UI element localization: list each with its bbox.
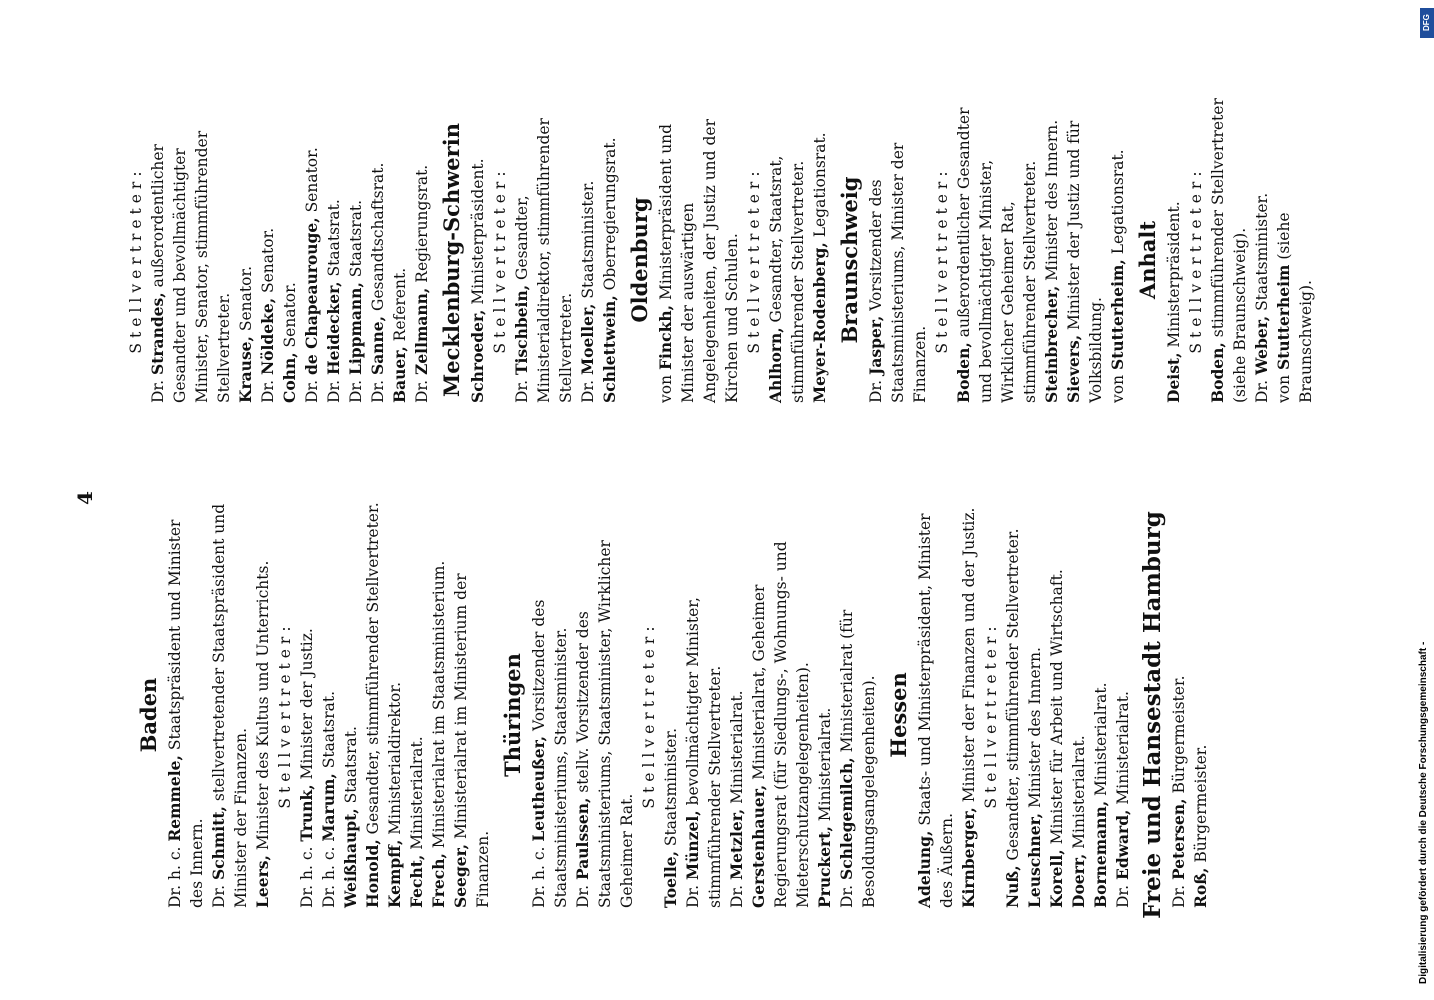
dfg-logo: DFG xyxy=(1420,8,1434,38)
person-name: Ahlhorn, xyxy=(766,327,785,403)
person-role: Staatsrat. xyxy=(325,199,343,282)
section-heading: Mecklenburg-Schwerin xyxy=(439,123,464,397)
person-name: Adelung, xyxy=(915,830,934,908)
entry-prefix: Dr. xyxy=(513,375,531,403)
person-name: Korell, xyxy=(1047,849,1066,908)
person-name: Lippmann, xyxy=(346,282,365,375)
person-entry xyxy=(599,95,621,425)
section-heading: Braunschweig xyxy=(837,176,862,344)
person-role: Legationsrat. xyxy=(811,132,829,243)
section-heading: Freie und Hansestadt Hamburg xyxy=(1139,511,1166,919)
person-role: Minister für Arbeit und Wirtschaft. xyxy=(1048,569,1066,850)
person-role: Staatsminister. xyxy=(579,180,597,304)
section-heading: Baden xyxy=(136,677,161,753)
person-name: Stutterheim xyxy=(1274,264,1293,370)
person-name: Honold, xyxy=(363,839,382,908)
person-role: Senator. xyxy=(281,282,299,353)
entry-prefix: Dr. xyxy=(867,375,885,403)
person-entry xyxy=(809,95,831,425)
person-entry xyxy=(389,95,411,425)
person-role: stellv. Vorsitzender des Staatsministeriums, Staatsminister, Wirklicher Geheimer Rat. xyxy=(574,540,636,908)
person-entry xyxy=(164,500,208,930)
person-name: Boden, xyxy=(1208,342,1227,403)
deputies-subheading: Stellvertreter: xyxy=(982,621,1000,809)
entry-prefix: Dr. xyxy=(149,375,167,403)
person-name: Tischbein, xyxy=(512,284,531,375)
person-entry xyxy=(528,500,572,930)
entry-prefix: von xyxy=(1275,370,1293,403)
person-role: Senator. xyxy=(259,227,277,298)
person-entry xyxy=(467,95,489,425)
entry-prefix: von xyxy=(657,370,675,403)
person-name: Paulssen, xyxy=(573,797,592,880)
person-entry xyxy=(577,95,599,425)
person-entry xyxy=(1112,500,1134,930)
person-name: Toelle, xyxy=(661,851,680,908)
person-name: Boden, xyxy=(954,342,973,403)
person-name: Schlettwein, xyxy=(600,295,619,403)
person-name: Zellmann, xyxy=(412,287,431,375)
person-entry xyxy=(914,500,958,930)
dfg-funding-note: Digitalisierung gefördert durch die Deutsche Forschungsgemeinschaft - xyxy=(1418,641,1429,984)
person-entry xyxy=(367,95,389,425)
person-name: Strandes, xyxy=(148,292,167,375)
person-entry xyxy=(1002,500,1024,930)
person-name: Kempff, xyxy=(385,839,404,908)
person-entry xyxy=(814,500,836,930)
person-entry xyxy=(572,500,638,930)
entry-prefix: Dr. xyxy=(303,375,321,403)
person-role: Staatsminister. xyxy=(1253,192,1271,316)
deputies-subheading: Stellvertreter: xyxy=(1187,166,1205,354)
person-role: Ministerialrat. xyxy=(728,690,746,809)
person-name: Heidecker, xyxy=(324,281,343,375)
person-name: Steinbrecher, xyxy=(1042,285,1061,403)
person-role: Senator. xyxy=(303,147,321,218)
person-entry xyxy=(296,500,318,930)
deputies-subheading: Stellvertreter: xyxy=(745,166,763,354)
person-entry xyxy=(865,95,931,425)
person-name: Seeger, xyxy=(451,843,470,908)
person-name: Weber, xyxy=(1252,315,1271,375)
entry-prefix: Dr. xyxy=(579,375,597,403)
section-heading: Hessen xyxy=(886,672,911,758)
person-role: Referent. xyxy=(391,267,409,347)
section-heading: Anhalt xyxy=(1135,220,1160,300)
person-entry xyxy=(1090,500,1112,930)
person-entry xyxy=(1046,500,1068,930)
entry-prefix: Dr. h. c. xyxy=(298,841,316,908)
person-role: Gesandter, stimmführender Stellvertreter. xyxy=(364,502,382,840)
person-role: Ministerpräsident. xyxy=(1165,201,1183,353)
person-role: (siehe Braunschweig). xyxy=(1275,212,1315,403)
entry-prefix: Dr. h. c. xyxy=(166,841,184,908)
person-entry xyxy=(235,95,257,425)
person-entry xyxy=(748,500,814,930)
person-role: Gesandter, Staatsrat, stimmführender Stellvertreter. xyxy=(767,155,807,403)
left-column xyxy=(130,500,1212,930)
person-name: Gerstenhauer, xyxy=(749,784,768,908)
person-entry xyxy=(1163,95,1185,425)
person-entry xyxy=(252,500,274,930)
entry-prefix: Dr. h. c. xyxy=(530,841,548,908)
person-name: Stutterheim, xyxy=(1108,259,1127,370)
person-role: Minister der Justiz. xyxy=(298,628,316,785)
person-role: Minister der Finanzen und der Justiz. xyxy=(960,507,978,808)
person-role: Staatsminister. xyxy=(662,727,680,851)
entry-prefix: Dr. xyxy=(1170,880,1188,908)
person-role: Minister des Kultus und Unterrichts. xyxy=(254,560,272,856)
entry-prefix: Dr. xyxy=(369,375,387,403)
person-role: Ministerialrat. xyxy=(1092,682,1110,801)
person-entry xyxy=(1024,500,1046,930)
person-name: Leuschner, xyxy=(1025,812,1044,908)
person-entry xyxy=(411,95,433,425)
person-name: de Chapeaurouge, xyxy=(302,217,321,375)
entry-prefix: Dr. xyxy=(574,880,592,908)
person-role: Bürgermeister. xyxy=(1170,675,1188,799)
person-role: außerordentlicher Gesandter und bevollmächtigter Minister, Wirklicher Geheimer Rat, stimmführender Stellvertreter. xyxy=(955,107,1039,403)
entry-prefix: Dr. xyxy=(838,880,856,908)
person-role: Ministerialrat (für Besoldungsangelegenheiten). xyxy=(838,609,878,908)
person-name: Roß, xyxy=(1191,867,1210,908)
deputies-subheading: Stellvertreter: xyxy=(640,621,658,809)
person-role: Staatsrat. xyxy=(320,690,338,774)
person-name: Jasper, xyxy=(866,315,885,375)
person-role: Staatspräsident und Minister des Innern. xyxy=(166,519,206,908)
person-name: Edward, xyxy=(1113,809,1132,880)
deputies-subheading: Stellvertreter: xyxy=(127,166,145,354)
person-entry xyxy=(1190,500,1212,930)
person-name: Finckh, xyxy=(656,304,675,370)
person-role: stimmführender Stellvertreter (siehe Braunschweig). xyxy=(1209,98,1249,403)
person-entry xyxy=(147,95,235,425)
person-entry xyxy=(958,500,980,930)
entry-prefix: Dr. xyxy=(413,375,431,403)
person-entry xyxy=(323,95,345,425)
person-role: Ministerialrat, Geheimer Regierungsrat (für Siedlungs-, Wohnungs- und Mieterschutzangelegenheiten). xyxy=(750,541,812,908)
person-entry xyxy=(655,95,743,425)
entry-prefix: Dr. h. c. xyxy=(320,841,338,908)
person-name: Kirnberger, xyxy=(959,807,978,908)
entry-prefix: Dr. xyxy=(210,880,228,908)
person-role: Gesandtschaftsrat. xyxy=(369,162,387,316)
person-name: Nöldeke, xyxy=(258,297,277,375)
person-role: Vorsitzender des Staatsministeriums, Staatsminister. xyxy=(530,599,570,908)
entry-prefix: Dr. xyxy=(684,880,702,908)
person-entry xyxy=(1168,500,1190,930)
person-role: Gesandter, Ministerialdirektor, stimmführender Stellvertreter. xyxy=(513,118,575,403)
person-entry xyxy=(318,500,340,930)
person-entry xyxy=(1041,95,1063,425)
person-entry xyxy=(836,500,880,930)
person-role: Ministerialrat im Ministerium der Finanzen. xyxy=(452,573,492,908)
person-role: Ministerialrat im Staatsministerium. xyxy=(430,560,448,854)
deputies-subheading: Stellvertreter: xyxy=(933,166,951,354)
person-role: Gesandter, stimmführender Stellvertreter. xyxy=(1004,528,1022,866)
person-name: Fecht, xyxy=(407,854,426,908)
person-entry xyxy=(1063,95,1107,425)
person-role: Staats- und Ministerpräsident, Minister des Äußern. xyxy=(916,513,956,908)
person-name: Remmele, xyxy=(165,755,184,842)
person-name: Pruckert, xyxy=(815,826,834,908)
person-role: Regierungsrat. xyxy=(413,164,431,288)
deputies-subheading: Stellvertreter: xyxy=(276,621,294,809)
entry-prefix: Dr. xyxy=(259,375,277,403)
person-name: Weißhaupt, xyxy=(341,808,360,908)
entry-prefix: Dr. xyxy=(325,375,343,403)
person-entry xyxy=(362,500,384,930)
person-role: Staatsrat. xyxy=(347,199,365,283)
person-name: Doerr, xyxy=(1069,853,1088,908)
entry-prefix: von xyxy=(1109,370,1127,403)
person-name: Krause, xyxy=(236,336,255,403)
person-entry xyxy=(1068,500,1090,930)
person-entry xyxy=(511,95,577,425)
person-entry xyxy=(428,500,450,930)
person-role: Minister der Justiz und für Volksbildung. xyxy=(1065,120,1105,403)
person-role: Senator. xyxy=(237,265,255,337)
person-name: Bornemann, xyxy=(1091,800,1110,908)
entry-prefix: Dr. xyxy=(347,375,365,403)
person-name: Frech, xyxy=(429,853,448,908)
person-role: Ministerialrat. xyxy=(1070,735,1088,854)
entry-prefix: Dr. xyxy=(1114,880,1132,908)
person-role: Ministerpräsident und Minister der auswärtigen Angelegenheiten, der Justiz und der Kirchen und Schulen. xyxy=(657,118,741,403)
person-entry xyxy=(953,95,1041,425)
person-entry xyxy=(1273,95,1317,425)
person-name: Moeller, xyxy=(578,303,597,375)
person-entry xyxy=(384,500,406,930)
person-entry xyxy=(345,95,367,425)
person-name: Marum, xyxy=(319,773,338,842)
person-name: Leers, xyxy=(253,855,272,908)
person-role: Ministerialrat. xyxy=(1114,691,1132,810)
person-entry xyxy=(406,500,428,930)
person-role: Oberregierungsrat. xyxy=(601,137,619,296)
page-number: 4 xyxy=(72,491,97,505)
person-name: Sanne, xyxy=(368,315,387,375)
person-entry xyxy=(660,500,682,930)
person-entry xyxy=(1107,95,1129,425)
person-name: Meyer-Rodenberg, xyxy=(810,242,829,403)
person-entry xyxy=(208,500,252,930)
deputies-subheading: Stellvertreter: xyxy=(491,166,509,354)
person-entry xyxy=(257,95,279,425)
person-entry xyxy=(765,95,809,425)
person-entry xyxy=(726,500,748,930)
person-name: Nuß, xyxy=(1003,865,1022,908)
person-name: Schroeder, xyxy=(468,309,487,403)
section-heading: Oldenburg xyxy=(627,197,652,323)
person-name: Metzler, xyxy=(727,808,746,880)
person-role: Minister des Innern. xyxy=(1026,647,1044,813)
person-role: Staatsrat. xyxy=(342,726,360,809)
person-name: Petersen, xyxy=(1169,798,1188,880)
person-entry xyxy=(1251,95,1273,425)
person-name: Sievers, xyxy=(1064,334,1083,403)
person-role: Bürgermeister. xyxy=(1192,744,1210,868)
person-entry xyxy=(279,95,301,425)
person-entry xyxy=(340,500,362,930)
person-entry xyxy=(450,500,494,930)
person-name: Schmitt, xyxy=(209,806,228,880)
right-column xyxy=(125,95,1317,425)
person-name: Trunk, xyxy=(297,784,316,842)
person-entry xyxy=(1207,95,1251,425)
person-name: Münzel, xyxy=(683,810,702,880)
person-entry xyxy=(301,95,323,425)
person-name: Cohn, xyxy=(280,352,299,403)
person-name: Bauer, xyxy=(390,346,409,403)
person-role: Legationsrat. xyxy=(1109,149,1127,260)
person-name: Deist, xyxy=(1164,352,1183,403)
entry-prefix: Dr. xyxy=(1253,375,1271,403)
person-role: Ministerialrat. xyxy=(816,707,834,827)
person-role: Ministerpräsident. xyxy=(469,158,487,310)
person-role: Vorsitzender des Staatsministeriums, Minister der Finanzen. xyxy=(867,142,929,403)
person-role: Ministerialrat. xyxy=(408,736,426,855)
entry-prefix: Dr. xyxy=(728,880,746,908)
person-role: Minister des Innern. xyxy=(1043,119,1061,286)
person-role: Ministerialdirektor. xyxy=(386,681,404,840)
person-name: Leutheußer, xyxy=(529,735,548,842)
person-entry xyxy=(682,500,726,930)
person-role: bevollmächtigter Minister, stimmführender Stellvertreter. xyxy=(684,597,724,908)
section-heading: Thüringen xyxy=(500,653,525,777)
person-name: Schlegemilch, xyxy=(837,757,856,880)
person-role: außerordentlicher Gesandter und bevollmächtigter Minister, Senator, stimmführender Stellvertreter. xyxy=(149,130,233,403)
person-role: stellvertretender Staatspräsident und Minister der Finanzen. xyxy=(210,503,250,908)
